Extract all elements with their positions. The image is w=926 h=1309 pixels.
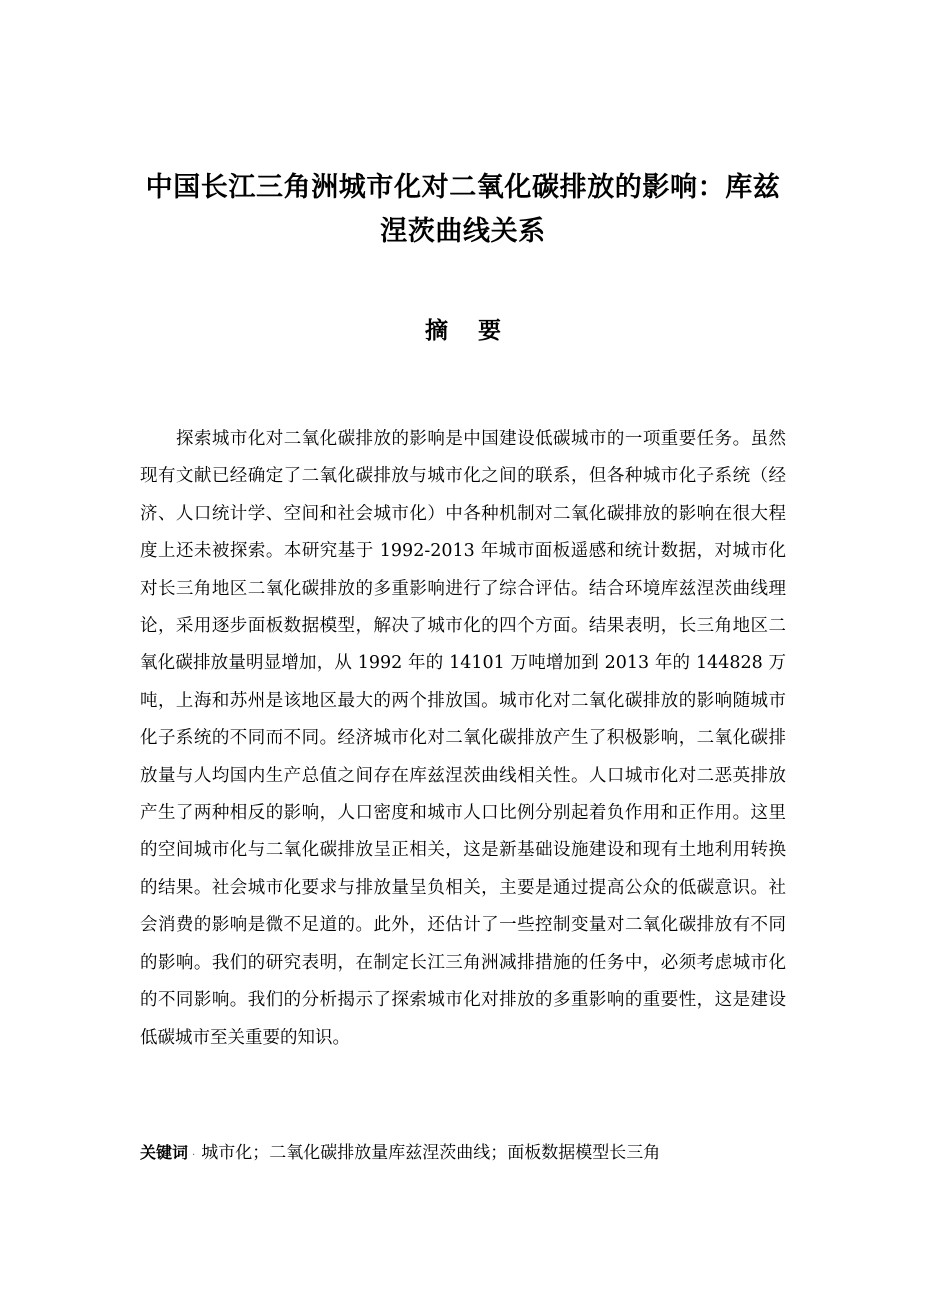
abstract-heading: 摘要	[425, 318, 531, 344]
keywords-label: 关键词	[140, 1143, 189, 1162]
paper-title: 中国长江三角洲城市化对二氧化碳排放的影响：库兹涅茨曲线关系	[145, 172, 781, 247]
abstract-body: 探索城市化对二氧化碳排放的影响是中国建设低碳城市的一项重要任务。虽然现有文献已经确定了二氧化碳排放与城市化之间的联系，但各种城市化子系统（经济、人口统计学、空间和社会城市化）中各种机制对二氧化碳排放的影响在很大程度上还未被探索。本研究基于 1992-2013 年城市面板遥感和统计数据，对城市化对长三角地区二氧化碳排放的多重影响进行了综合评估。结合环境库兹涅茨曲线理论，采用逐步面板数据模型，解决了城市化的四个方面。结果表明，长三角地区二氧化碳排放量明显增加，从 1992 年的 14101 万吨增加到 2013 年的 144828 万吨，上海和苏州是该地区最大的两个排放国。城市化对二氧化碳排放的影响随城市化子系统的不同而不同。经济城市化对二氧化碳排放产生了积极影响，二氧化碳排放量与人均国内生产总值之间存在库兹涅茨曲线相关性。人口城市化对二恶英排放产生了两种相反的影响，人口密度和城市人口比例分别起着负作用和正作用。这里的空间城市化与二氧化碳排放呈正相关，这是新基础设施建设和现有土地利用转换的结果。社会城市化要求与排放量呈负相关，主要是通过提高公众的低碳意识。社会消费的影响是微不足道的。此外，还估计了一些控制变量对二氧化碳排放有不同的影响。我们的研究表明，在制定长江三角洲减排措施的任务中，必须考虑城市化的不同影响。我们的分析揭示了探索城市化对排放的多重影响的重要性，这是建设低碳城市至关重要的知识。	[140, 429, 786, 1048]
keywords-line	[140, 1137, 786, 1169]
keywords-separator: .	[192, 1147, 196, 1158]
keywords-text: 城市化；二氧化碳排放量库兹涅茨曲线；面板数据模型长三角	[201, 1143, 661, 1163]
